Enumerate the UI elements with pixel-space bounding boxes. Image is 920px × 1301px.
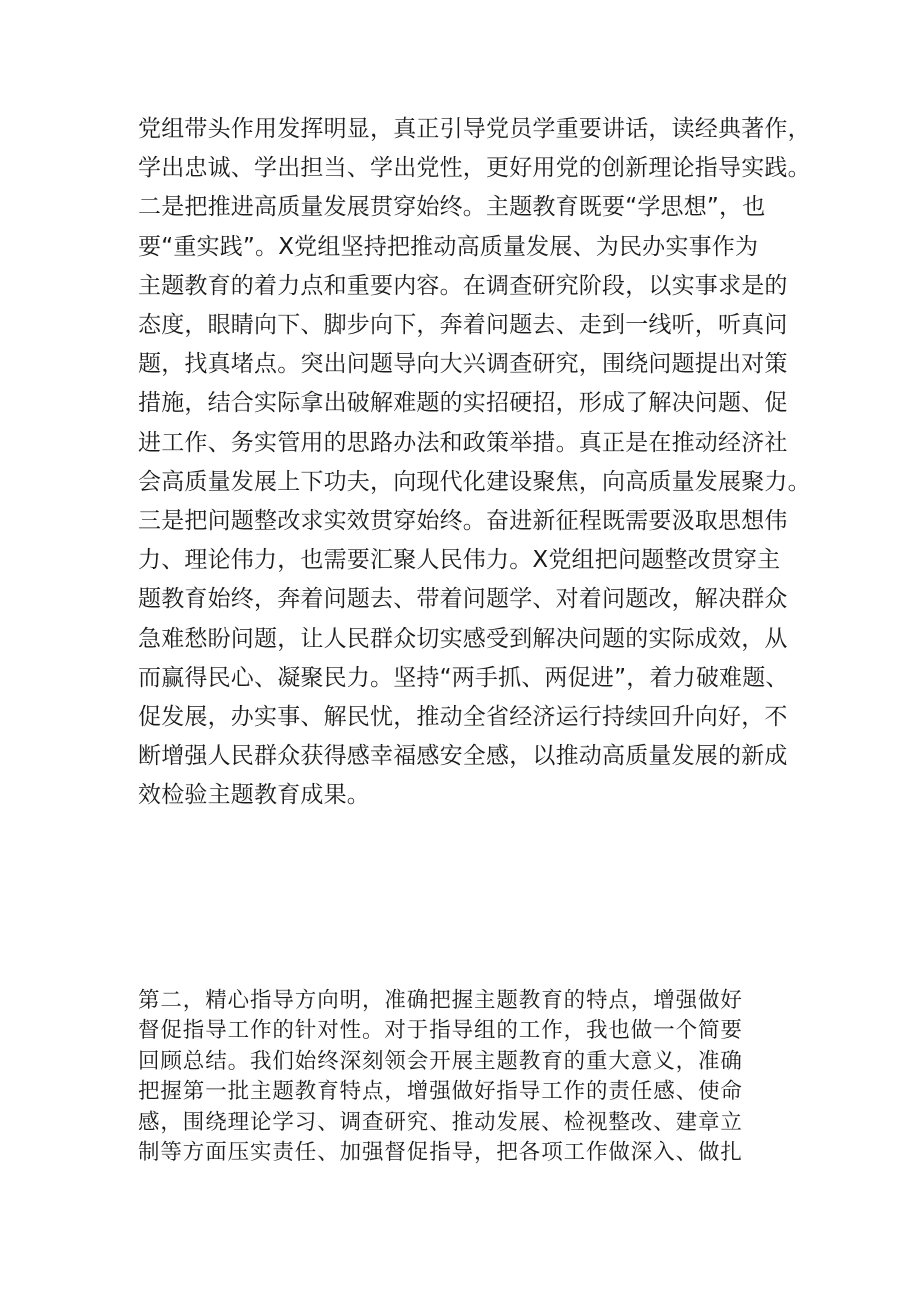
text-line: 而赢得民心、凝聚民力。坚持“两手抓、两促进”，着力破难题、 (138, 664, 789, 691)
text-line: 学出忠诚、学出担当、学出党性，更好用党的创新理论指导实践。 (138, 155, 811, 182)
body-text-block (138, 110, 838, 816)
text-line: 急难愁盼问题，让人民群众切实感受到解决问题的实际成效，从 (138, 625, 788, 652)
text-line: 三是把问题整改求实效贯穿始终。奋进新征程既需要汲取思想伟 (138, 508, 788, 535)
section-two-paragraph (138, 986, 838, 1168)
text-line: 力、理论伟力，也需要汇聚人民伟力。X党组把问题整改贯穿主 (138, 547, 781, 574)
text-line: 促发展，办实事、解民忧，推动全省经济运行持续回升向好，不 (138, 704, 788, 731)
text-line: 题教育始终，奔着问题去、带着问题学、对着问题改，解决群众 (138, 586, 788, 613)
text-line: 第二，精心指导方向明，准确把握主题教育的特点，增强做好 (138, 988, 743, 1013)
text-line: 督促指导工作的针对性。对于指导组的工作，我也做一个简要 (138, 1018, 743, 1044)
text-line: 要“重实践”。X党组坚持把推动高质量发展、为民办实事作为 (138, 233, 759, 260)
text-line: 措施，结合实际拿出破解难题的实招硬招，形成了解决问题、促 (138, 390, 788, 417)
text-line: 题，找真堵点。突出问题导向大兴调查研究，围绕问题提出对策 (138, 351, 788, 378)
text-line: 断增强人民群众获得感幸福感安全感，以推动高质量发展的新成 (138, 743, 788, 770)
text-line: 党组带头作用发挥明显，真正引导党员学重要讲话，读经典著作， (138, 116, 811, 142)
text-line: 会高质量发展上下功夫，向现代化建设聚焦，向高质量发展聚力。 (138, 468, 811, 495)
text-line: 效检验主题教育成果。 (138, 782, 370, 809)
text-line: 制等方面压实责任、加强督促指导，把各项工作做深入、做扎 (138, 1140, 743, 1166)
text-line: 主题教育的着力点和重要内容。在调查研究阶段，以实事求是的 (138, 272, 788, 299)
text-line: 进工作、务实管用的思路办法和政策举措。真正是在推动经济社 (138, 429, 788, 456)
text-line: 感，围绕理论学习、调查研究、推动发展、检视整改、建章立 (138, 1109, 743, 1135)
text-line: 二是把推进高质量发展贯穿始终。主题教育既要“学思想”，也 (138, 194, 766, 221)
text-line: 回顾总结。我们始终深刻领会开展主题教育的重大意义，准确 (138, 1048, 743, 1074)
text-line: 把握第一批主题教育特点，增强做好指导工作的责任感、使命 (138, 1079, 743, 1105)
text-line: 态度，眼睛向下、脚步向下，奔着问题去、走到一线听，听真问 (138, 312, 788, 339)
